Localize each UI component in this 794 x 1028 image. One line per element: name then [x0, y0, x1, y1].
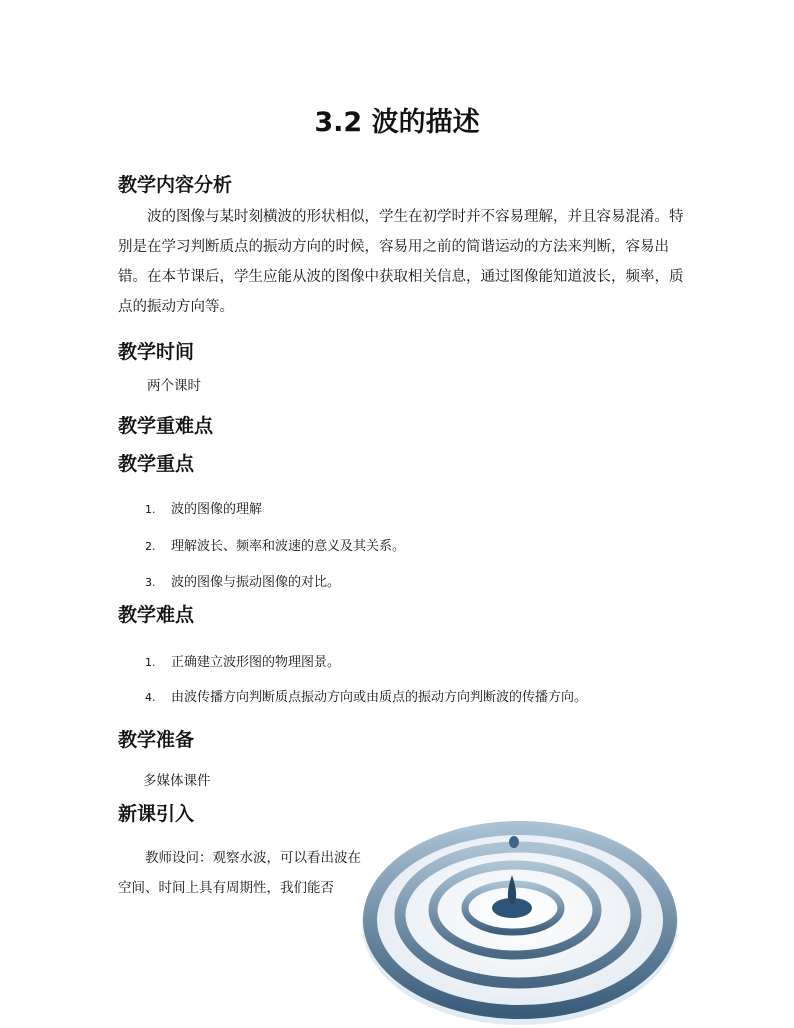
list-number: 3.	[145, 576, 156, 589]
list-number: 4.	[145, 691, 156, 704]
heading-difficult-points: 教学难点	[118, 604, 195, 626]
introduction-paragraph: 教师设问：观察水波，可以看出波在空间、时间上具有周期性，我们能否	[118, 850, 361, 896]
preparation-text: 多媒体课件	[143, 773, 211, 789]
page-title: 3.2 波的描述	[314, 107, 480, 138]
list-text: 波的图像与振动图像的对比。	[171, 575, 341, 590]
list-item	[145, 651, 340, 670]
list-item	[145, 571, 340, 590]
list-text: 正确建立波形图的物理图景。	[171, 655, 341, 670]
water-ripple-drop-icon	[360, 820, 680, 1028]
heading-preparation: 教学准备	[118, 729, 195, 751]
list-number: 1.	[145, 503, 156, 516]
heading-introduction: 新课引入	[118, 803, 195, 825]
time-text: 两个课时	[147, 378, 201, 394]
list-item	[145, 535, 405, 554]
heading-key-difficult: 教学重难点	[118, 415, 214, 437]
list-item	[145, 498, 262, 517]
list-item	[145, 686, 587, 705]
analysis-paragraph: 波的图像与某时刻横波的形状相似，学生在初学时并不容易理解，并且容易混淆。特别是在学习判断质点的振动方向的时候，容易用之前的简谐运动的方法来判断，容易出错。在本节课后，学生应能从波的图像中获取相关信息，通过图像能知道波长，频率，质点的振动方向等。	[118, 209, 684, 315]
list-text: 波的图像的理解	[171, 502, 263, 517]
heading-time: 教学时间	[118, 341, 195, 363]
list-text: 由波传播方向判断质点振动方向或由质点的振动方向判断波的传播方向。	[171, 690, 588, 705]
list-number: 2.	[145, 540, 156, 553]
heading-key-points: 教学重点	[118, 453, 195, 475]
list-text: 理解波长、频率和波速的意义及其关系。	[171, 539, 406, 554]
heading-analysis: 教学内容分析	[118, 174, 233, 196]
list-number: 1.	[145, 656, 156, 669]
